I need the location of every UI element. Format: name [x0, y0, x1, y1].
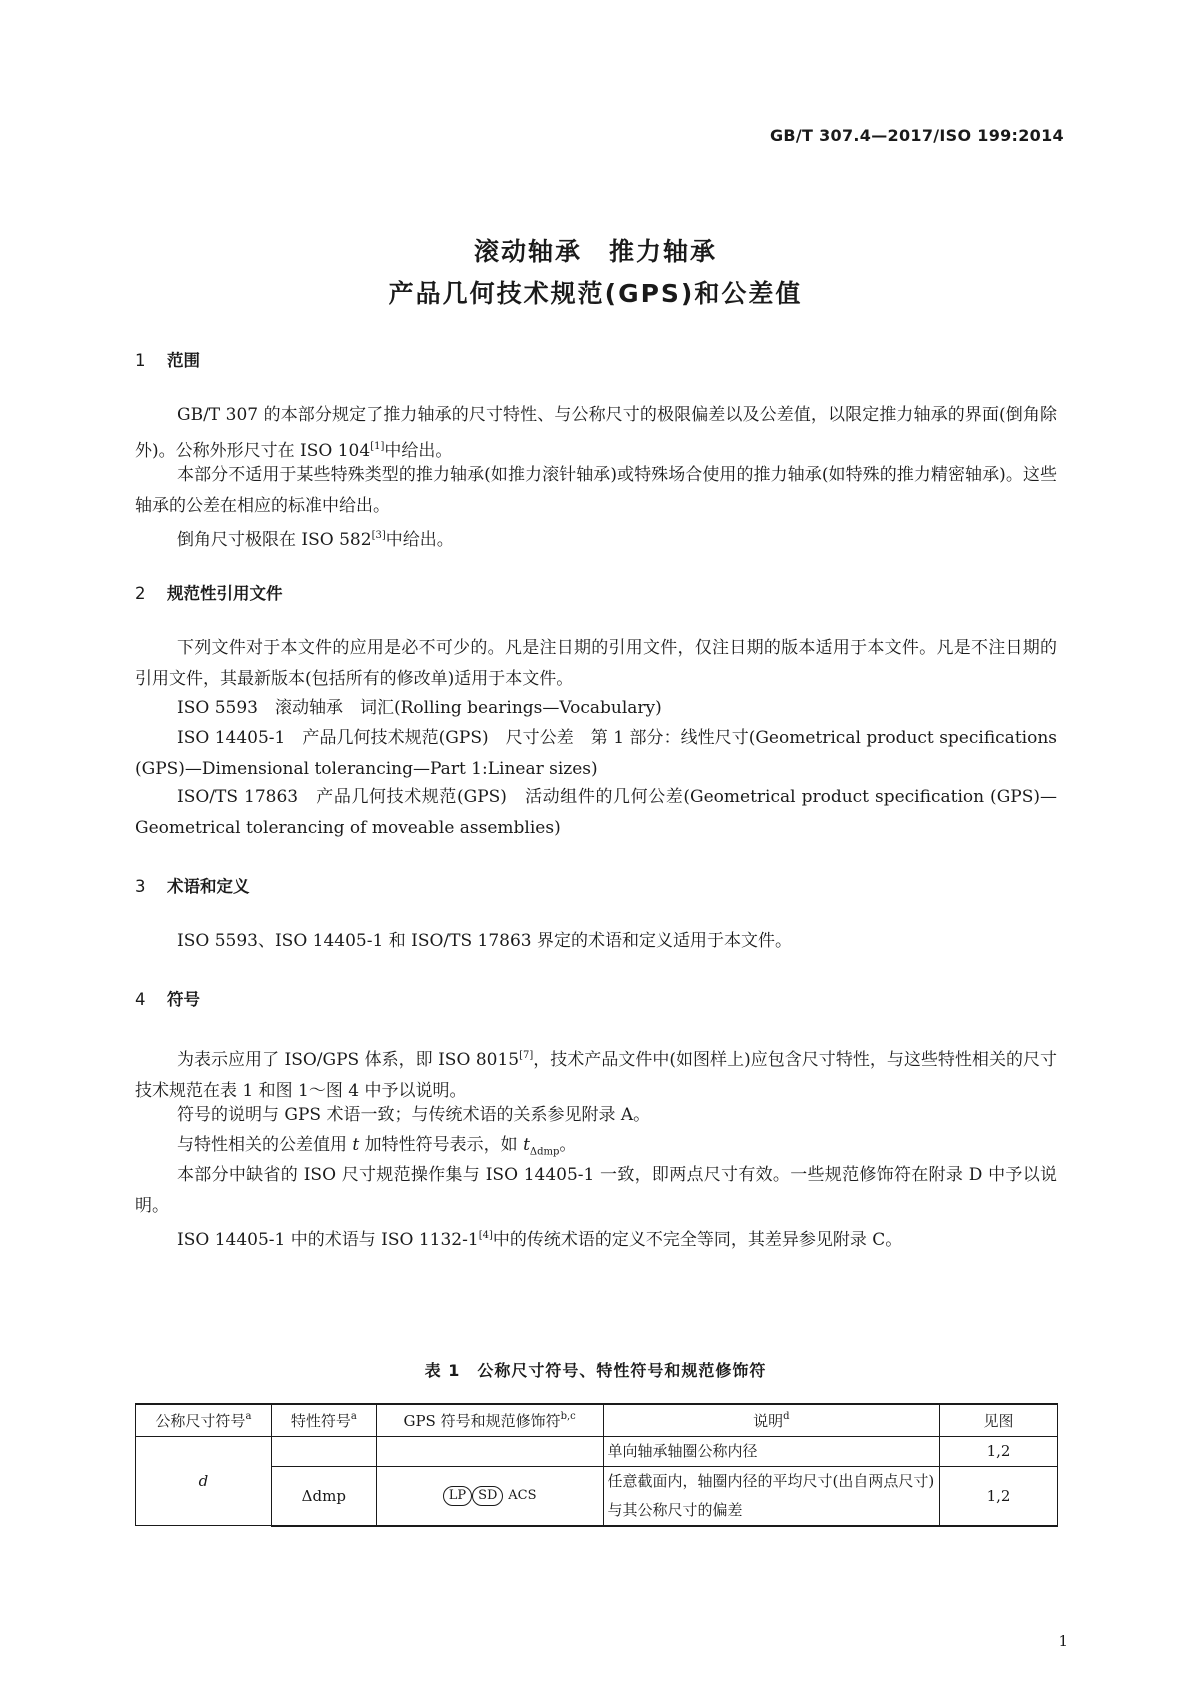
section-title: 规范性引用文件	[167, 584, 283, 603]
header-text: 公称尺寸符号	[155, 1411, 246, 1430]
header-description	[603, 1404, 940, 1436]
section-3-paragraph-1: ISO 5593、ISO 14405-1 和 ISO/TS 17863 界定的术语和定义适用于本文件。	[177, 931, 793, 951]
tolerance-symbol: t	[523, 1135, 530, 1155]
normative-reference-2: ISO 14405-1 产品几何技术规范(GPS) 尺寸公差 第 1 部分：线性尺寸(Geometrical product specifications (GPS)—Dimensional tolerancing—Part 1:Linear sizes)	[135, 728, 1057, 779]
text: 为表示应用了 ISO/GPS 体系，即 ISO 8015	[177, 1050, 520, 1070]
section-number: 1	[135, 351, 146, 370]
section-1-paragraph-2: 本部分不适用于某些特殊类型的推力轴承(如推力滚针轴承)或特殊场合使用的推力轴承(如特殊的推力精密轴承)。这些轴承的公差在相应的标准中给出。	[135, 465, 1057, 516]
footnote-mark: a	[245, 1410, 252, 1422]
footnote-mark: a	[350, 1410, 357, 1422]
characteristic-cell: Δdmp	[271, 1466, 376, 1526]
text: ISO 14405-1 中的术语与 ISO 1132-1	[177, 1230, 479, 1250]
text: 。	[559, 1135, 577, 1155]
text: ，技术产品文件中(如图样上)应包含尺寸特性，与这些特性相关的尺寸技术规范在表 1 和图 1～图 4 中予以说明。	[135, 1050, 1057, 1101]
table-1	[135, 1403, 1058, 1527]
section-4-paragraph-4: 本部分中缺省的 ISO 尺寸规范操作集与 ISO 14405-1 一致，即两点尺寸有效。一些规范修饰符在附录 D 中予以说明。	[135, 1165, 1057, 1216]
section-4-paragraph-1	[135, 1040, 1057, 1107]
nominal-symbol: d	[198, 1471, 209, 1490]
header-text: GPS 符号和规范修饰符	[403, 1411, 561, 1430]
section-number: 2	[135, 584, 146, 603]
section-title: 符号	[167, 990, 200, 1009]
footnote-mark: d	[783, 1410, 790, 1422]
modifier-lp-symbol: LP	[443, 1486, 472, 1506]
section-4-heading	[135, 986, 200, 1010]
header-gps-symbol	[376, 1404, 603, 1436]
text: 加特性符号表示，如	[359, 1135, 524, 1155]
text: GB/T 307 的本部分规定了推力轴承的尺寸特性、与公称尺寸的极限偏差以及公差值，以限定推力轴承的界面(倒角除外)。公称外形尺寸在 ISO 104	[135, 405, 1057, 461]
figure-cell: 1,2	[940, 1436, 1058, 1466]
standard-code: GB/T 307.4—2017/ISO 199:2014	[769, 126, 1064, 145]
modifier-sd-symbol: SD	[472, 1486, 503, 1506]
section-4-paragraph-5	[135, 1220, 1057, 1256]
text: 中的传统术语的定义不完全等同，其差异参见附录 C。	[492, 1230, 903, 1250]
section-1-paragraph-1	[135, 400, 1057, 467]
tolerance-symbol: t	[352, 1135, 360, 1155]
text: 中给出。	[384, 441, 453, 461]
section-title: 术语和定义	[167, 877, 250, 896]
figure-cell: 1,2	[940, 1466, 1058, 1526]
table-header-row	[136, 1404, 1058, 1436]
section-title: 范围	[167, 351, 200, 370]
citation-ref: [4]	[478, 1230, 493, 1241]
section-3-heading	[135, 873, 250, 897]
section-number: 4	[135, 990, 146, 1009]
modifier-acs: ACS	[508, 1488, 537, 1503]
table-row	[136, 1466, 1058, 1526]
normative-reference-3: ISO/TS 17863 产品几何技术规范(GPS) 活动组件的几何公差(Geometrical product specification (GPS)—Geometrical tolerancing of moveable assemblies)	[135, 787, 1057, 838]
gps-cell	[376, 1466, 603, 1526]
section-4-paragraph-2: 符号的说明与 GPS 术语一致；与传统术语的关系参见附录 A。	[177, 1105, 651, 1125]
section-2-heading	[135, 580, 283, 604]
section-number: 3	[135, 877, 146, 896]
subscript: Δdmp	[529, 1146, 560, 1158]
table-row	[136, 1436, 1058, 1466]
header-see-figure: 见图	[940, 1404, 1058, 1436]
text: 倒角尺寸极限在 ISO 582	[177, 530, 372, 550]
header-text: 说明	[753, 1411, 784, 1430]
footnote-mark: b,c	[560, 1410, 576, 1422]
text: 与特性相关的公差值用	[177, 1135, 353, 1155]
page-number: 1	[1058, 1632, 1068, 1650]
title-line-1: 滚动轴承 推力轴承	[473, 237, 717, 266]
table-1-caption: 表 1 公称尺寸符号、特性符号和规范修饰符	[424, 1361, 767, 1380]
description-cell: 任意截面内，轴圈内径的平均尺寸(出自两点尺寸)与其公称尺寸的偏差	[603, 1466, 940, 1526]
header-text: 特性符号	[290, 1411, 351, 1430]
citation-ref: [1]	[370, 441, 385, 452]
title-line-2: 产品几何技术规范(GPS)和公差值	[388, 279, 803, 308]
nominal-symbol-cell	[136, 1436, 272, 1526]
header-nominal-symbol	[136, 1404, 272, 1436]
characteristic-cell	[271, 1436, 376, 1466]
text: 中给出。	[385, 530, 454, 550]
section-2-paragraph-1: 下列文件对于本文件的应用是必不可少的。凡是注日期的引用文件，仅注日期的版本适用于本文件。凡是不注日期的引用文件，其最新版本(包括所有的修改单)适用于本文件。	[135, 638, 1057, 689]
gps-cell	[376, 1436, 603, 1466]
description-cell: 单向轴承轴圈公称内径	[603, 1436, 940, 1466]
section-1-heading	[135, 347, 200, 371]
citation-ref: [7]	[519, 1050, 534, 1061]
header-characteristic-symbol	[271, 1404, 376, 1436]
normative-reference-1: ISO 5593 滚动轴承 词汇(Rolling bearings—Vocabulary)	[177, 698, 662, 718]
citation-ref: [3]	[371, 530, 386, 541]
section-1-paragraph-3	[135, 520, 1057, 556]
